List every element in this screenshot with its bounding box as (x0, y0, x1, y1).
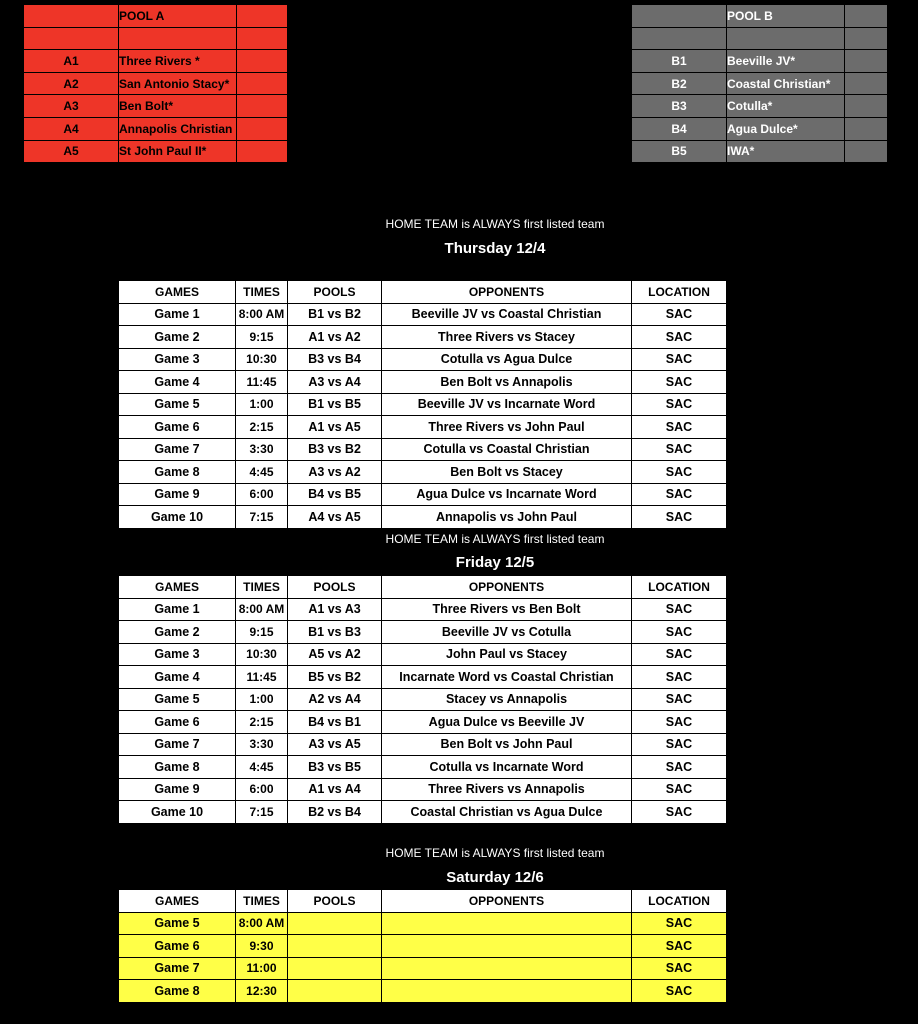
game-location: SAC (632, 598, 727, 621)
pool-b-team: Cotulla* (727, 95, 845, 118)
pool-b-seed: B3 (632, 95, 727, 118)
game-pools: A4 vs A5 (288, 506, 382, 529)
game-time: 11:00 (236, 957, 288, 980)
pool-b-row (632, 140, 888, 163)
game-opponents: Coastal Christian vs Agua Dulce (382, 801, 632, 824)
game-pools: B3 vs B4 (288, 348, 382, 371)
saturday-schedule-table (118, 889, 727, 1003)
game-pools: B1 vs B3 (288, 621, 382, 644)
game-pools: A1 vs A4 (288, 778, 382, 801)
game-time: 9:15 (236, 326, 288, 349)
game-game: Game 3 (119, 348, 236, 371)
pool-a-team: Annapolis Christian (119, 117, 237, 140)
pool-b-row (632, 72, 888, 95)
game-row (119, 621, 727, 644)
game-game: Game 2 (119, 326, 236, 349)
pool-b-team: Beeville JV* (727, 50, 845, 73)
pool-b-title: POOL B (727, 5, 845, 28)
game-row (119, 438, 727, 461)
game-time: 2:15 (236, 711, 288, 734)
game-opponents: Stacey vs Annapolis (382, 688, 632, 711)
game-row (119, 348, 727, 371)
game-row (119, 912, 727, 935)
game-opponents: John Paul vs Stacey (382, 643, 632, 666)
game-game: Game 8 (119, 980, 236, 1003)
game-row (119, 666, 727, 689)
game-location: SAC (632, 801, 727, 824)
game-time: 1:00 (236, 688, 288, 711)
game-pools (288, 957, 382, 980)
game-pools: B5 vs B2 (288, 666, 382, 689)
game-game: Game 8 (119, 461, 236, 484)
pool-b-table (631, 4, 888, 163)
game-time: 6:00 (236, 778, 288, 801)
column-header-opponents: OPPONENTS (382, 576, 632, 599)
game-location: SAC (632, 393, 727, 416)
game-opponents: Cotulla vs Agua Dulce (382, 348, 632, 371)
game-opponents: Agua Dulce vs Incarnate Word (382, 483, 632, 506)
game-row (119, 483, 727, 506)
game-time: 4:45 (236, 756, 288, 779)
game-row (119, 935, 727, 958)
game-location: SAC (632, 326, 727, 349)
game-opponents: Three Rivers vs John Paul (382, 416, 632, 439)
game-opponents: Beeville JV vs Incarnate Word (382, 393, 632, 416)
game-pools: B3 vs B5 (288, 756, 382, 779)
pool-b-seed: B4 (632, 117, 727, 140)
game-row (119, 756, 727, 779)
column-header-times: TIMES (236, 281, 288, 304)
pool-b-spacer (845, 140, 888, 163)
game-pools: B1 vs B5 (288, 393, 382, 416)
pool-a-team: St John Paul II* (119, 140, 237, 163)
game-opponents: Beeville JV vs Coastal Christian (382, 303, 632, 326)
pool-b-team: Agua Dulce* (727, 117, 845, 140)
game-game: Game 8 (119, 756, 236, 779)
game-location: SAC (632, 643, 727, 666)
game-time: 7:15 (236, 801, 288, 824)
game-location: SAC (632, 483, 727, 506)
game-pools: B4 vs B5 (288, 483, 382, 506)
game-row (119, 711, 727, 734)
game-time: 9:15 (236, 621, 288, 644)
game-pools (288, 935, 382, 958)
game-game: Game 3 (119, 643, 236, 666)
game-time: 8:00 AM (236, 303, 288, 326)
game-row (119, 326, 727, 349)
game-row (119, 643, 727, 666)
pool-a-body (24, 5, 288, 163)
game-time: 3:30 (236, 438, 288, 461)
game-location: SAC (632, 711, 727, 734)
column-header-games: GAMES (119, 890, 236, 913)
game-row (119, 801, 727, 824)
game-time: 7:15 (236, 506, 288, 529)
game-game: Game 6 (119, 416, 236, 439)
game-location: SAC (632, 935, 727, 958)
pool-a-spacer (237, 50, 288, 73)
pool-a-spacer (237, 72, 288, 95)
pool-a-blank-row (24, 27, 288, 50)
game-opponents: Ben Bolt vs John Paul (382, 733, 632, 756)
pool-a-row (24, 95, 288, 118)
game-pools: B2 vs B4 (288, 801, 382, 824)
game-location: SAC (632, 733, 727, 756)
column-header-times: TIMES (236, 890, 288, 913)
game-opponents: Three Rivers vs Stacey (382, 326, 632, 349)
pool-a-table (23, 4, 288, 163)
game-opponents: Annapolis vs John Paul (382, 506, 632, 529)
game-time: 3:30 (236, 733, 288, 756)
game-row (119, 980, 727, 1003)
friday-schedule-table (118, 575, 727, 824)
column-header-opponents: OPPONENTS (382, 281, 632, 304)
game-row (119, 303, 727, 326)
pool-a-team: Ben Bolt* (119, 95, 237, 118)
game-game: Game 9 (119, 778, 236, 801)
game-game: Game 4 (119, 666, 236, 689)
column-header-pools: POOLS (288, 281, 382, 304)
game-game: Game 10 (119, 506, 236, 529)
game-location: SAC (632, 371, 727, 394)
pool-b-row (632, 50, 888, 73)
pool-b-header-row (632, 5, 888, 28)
column-header-location: LOCATION (632, 890, 727, 913)
pool-b-spacer (845, 50, 888, 73)
pool-b-body (632, 5, 888, 163)
game-game: Game 7 (119, 438, 236, 461)
thursday-schedule-table (118, 280, 727, 529)
column-header-pools: POOLS (288, 576, 382, 599)
game-pools: B3 vs B2 (288, 438, 382, 461)
schedule-header-row (119, 890, 727, 913)
game-location: SAC (632, 756, 727, 779)
pool-b-seed: B1 (632, 50, 727, 73)
game-row (119, 733, 727, 756)
pool-b-team: IWA* (727, 140, 845, 163)
game-row (119, 957, 727, 980)
column-header-pools: POOLS (288, 890, 382, 913)
game-pools: A2 vs A4 (288, 688, 382, 711)
game-game: Game 1 (119, 598, 236, 621)
game-time: 8:00 AM (236, 598, 288, 621)
pool-a-row (24, 72, 288, 95)
game-opponents: Beeville JV vs Cotulla (382, 621, 632, 644)
game-pools: B1 vs B2 (288, 303, 382, 326)
game-location: SAC (632, 688, 727, 711)
pool-a-seed: A4 (24, 117, 119, 140)
game-opponents: Ben Bolt vs Annapolis (382, 371, 632, 394)
game-location: SAC (632, 303, 727, 326)
game-time: 8:00 AM (236, 912, 288, 935)
schedule-header-row (119, 576, 727, 599)
game-time: 11:45 (236, 666, 288, 689)
pool-a-spacer (237, 117, 288, 140)
game-game: Game 5 (119, 393, 236, 416)
game-game: Game 7 (119, 957, 236, 980)
game-opponents: Cotulla vs Coastal Christian (382, 438, 632, 461)
game-time: 4:45 (236, 461, 288, 484)
game-opponents: Incarnate Word vs Coastal Christian (382, 666, 632, 689)
game-game: Game 6 (119, 935, 236, 958)
game-game: Game 1 (119, 303, 236, 326)
column-header-times: TIMES (236, 576, 288, 599)
column-header-location: LOCATION (632, 576, 727, 599)
game-row (119, 506, 727, 529)
game-opponents (382, 980, 632, 1003)
game-pools: A3 vs A4 (288, 371, 382, 394)
column-header-games: GAMES (119, 281, 236, 304)
column-header-games: GAMES (119, 576, 236, 599)
pool-a-team: Three Rivers * (119, 50, 237, 73)
day-2-note: HOME TEAM is ALWAYS first listed team (385, 846, 605, 860)
pool-a-header-row (24, 5, 288, 28)
game-opponents: Three Rivers vs Annapolis (382, 778, 632, 801)
game-time: 2:15 (236, 416, 288, 439)
game-game: Game 5 (119, 688, 236, 711)
game-opponents: Three Rivers vs Ben Bolt (382, 598, 632, 621)
game-opponents: Agua Dulce vs Beeville JV (382, 711, 632, 734)
game-row (119, 461, 727, 484)
pool-a-seed: A3 (24, 95, 119, 118)
day-0-note: HOME TEAM is ALWAYS first listed team (385, 217, 605, 231)
game-location: SAC (632, 438, 727, 461)
game-game: Game 5 (119, 912, 236, 935)
pool-a-row (24, 117, 288, 140)
game-pools (288, 980, 382, 1003)
game-opponents: Ben Bolt vs Stacey (382, 461, 632, 484)
day-1-title: Friday 12/5 (455, 554, 535, 571)
game-location: SAC (632, 912, 727, 935)
game-opponents (382, 957, 632, 980)
game-row (119, 598, 727, 621)
game-row (119, 371, 727, 394)
game-pools: A1 vs A2 (288, 326, 382, 349)
game-location: SAC (632, 461, 727, 484)
pool-b-row (632, 95, 888, 118)
game-time: 11:45 (236, 371, 288, 394)
game-game: Game 2 (119, 621, 236, 644)
pool-b-team: Coastal Christian* (727, 72, 845, 95)
game-pools: A3 vs A2 (288, 461, 382, 484)
game-row (119, 393, 727, 416)
game-game: Game 10 (119, 801, 236, 824)
game-time: 10:30 (236, 643, 288, 666)
game-pools: A5 vs A2 (288, 643, 382, 666)
game-game: Game 6 (119, 711, 236, 734)
game-location: SAC (632, 980, 727, 1003)
day-2-title: Saturday 12/6 (446, 869, 544, 886)
game-game: Game 7 (119, 733, 236, 756)
pool-a-seed: A5 (24, 140, 119, 163)
game-row (119, 688, 727, 711)
pool-a-team: San Antonio Stacy* (119, 72, 237, 95)
game-game: Game 4 (119, 371, 236, 394)
pool-b-spacer (845, 95, 888, 118)
game-pools: A1 vs A3 (288, 598, 382, 621)
pool-a-spacer (237, 140, 288, 163)
pool-b-spacer (845, 117, 888, 140)
schedule-header-row (119, 281, 727, 304)
game-opponents (382, 912, 632, 935)
pool-b-row (632, 117, 888, 140)
game-pools: A1 vs A5 (288, 416, 382, 439)
pool-b-seed: B2 (632, 72, 727, 95)
game-time: 10:30 (236, 348, 288, 371)
game-location: SAC (632, 666, 727, 689)
game-time: 1:00 (236, 393, 288, 416)
pool-a-row (24, 50, 288, 73)
column-header-location: LOCATION (632, 281, 727, 304)
game-location: SAC (632, 621, 727, 644)
game-pools: B4 vs B1 (288, 711, 382, 734)
column-header-opponents: OPPONENTS (382, 890, 632, 913)
game-location: SAC (632, 778, 727, 801)
game-time: 6:00 (236, 483, 288, 506)
game-row (119, 778, 727, 801)
game-location: SAC (632, 506, 727, 529)
game-time: 12:30 (236, 980, 288, 1003)
game-pools: A3 vs A5 (288, 733, 382, 756)
pool-a-row (24, 140, 288, 163)
pool-a-seed: A2 (24, 72, 119, 95)
pool-a-spacer (237, 95, 288, 118)
game-location: SAC (632, 416, 727, 439)
game-location: SAC (632, 957, 727, 980)
day-1-note: HOME TEAM is ALWAYS first listed team (385, 532, 605, 546)
pool-b-blank-row (632, 27, 888, 50)
day-0-title: Thursday 12/4 (444, 240, 546, 257)
game-location: SAC (632, 348, 727, 371)
game-opponents: Cotulla vs Incarnate Word (382, 756, 632, 779)
pool-a-seed: A1 (24, 50, 119, 73)
pool-b-spacer (845, 72, 888, 95)
game-time: 9:30 (236, 935, 288, 958)
game-game: Game 9 (119, 483, 236, 506)
game-row (119, 416, 727, 439)
game-opponents (382, 935, 632, 958)
game-pools (288, 912, 382, 935)
pool-a-title: POOL A (119, 5, 237, 28)
pool-b-seed: B5 (632, 140, 727, 163)
